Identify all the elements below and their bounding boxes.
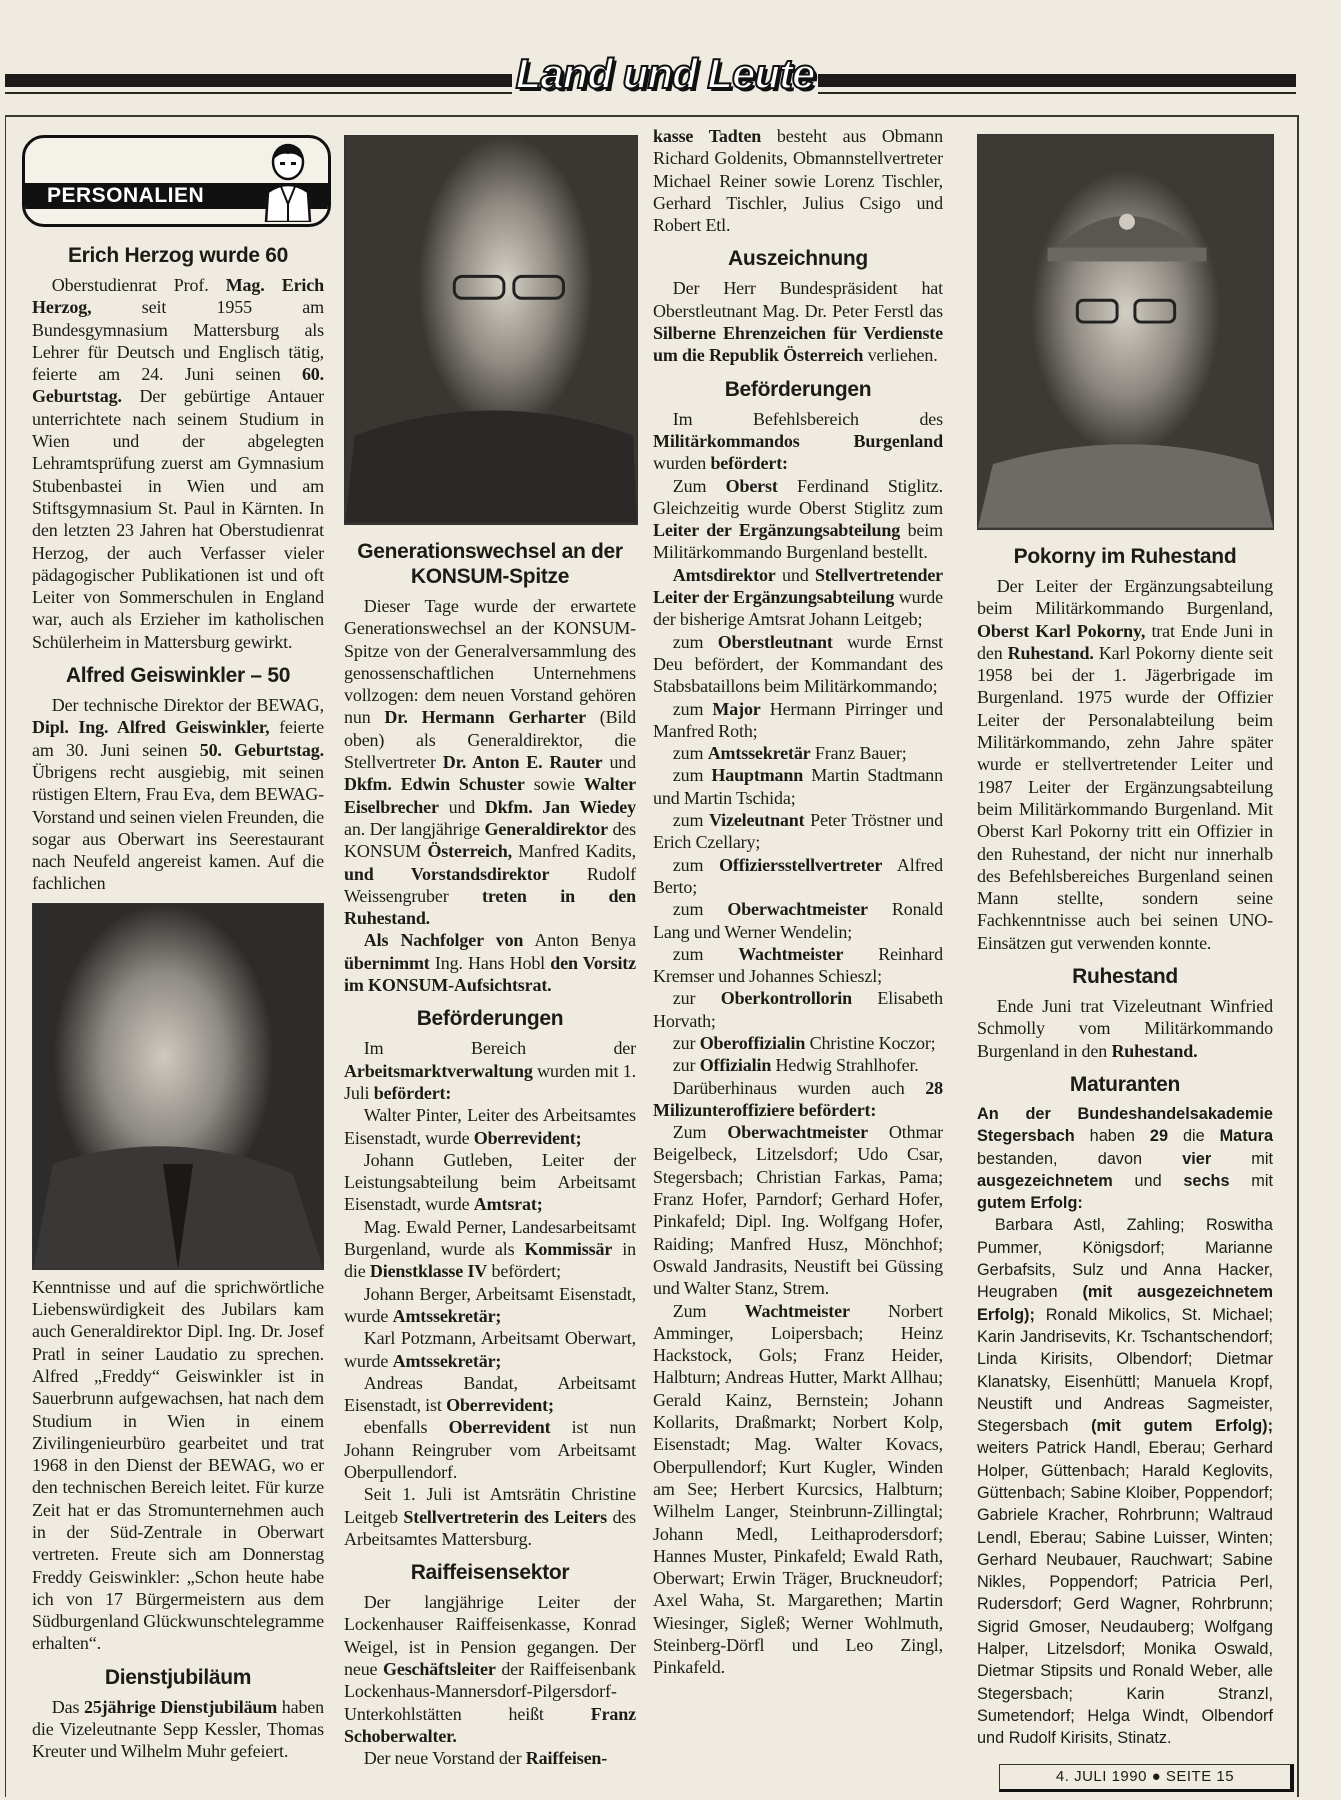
text: Karl Potzmann, Arbeitsamt Oberwart, wurde bbox=[344, 1328, 636, 1371]
text: und bbox=[602, 752, 636, 773]
column-1 bbox=[32, 135, 324, 1763]
text: Christine Koczor; bbox=[805, 1032, 936, 1053]
text: Karl Pokorny diente seit 1958 bei der 1. Jägerbrigade im Burgenland. 1975 wurde der Offizier Leiter der Personalabteilung beim Militärkommando, zehn Jahre später wurde er stellvertretender Leiter und 1987 Leiter der Ergänzungsabteilung beim Militärkommando Burgenland. Mit Oberst Karl Pokorny tritt ein Offizier in den Ruhestand, der nicht nur innerhalb des Befehlsbereiches Burgenland seinen Mann stellte, sondern seine Fachkenntnisse auch bei seinen UNO-Einsätzen gut verwenden konnte. bbox=[977, 642, 1274, 953]
text: und bbox=[438, 796, 485, 817]
article-heading: Raiffeisensektor bbox=[410, 1561, 570, 1585]
text: Übrigens recht ausgiebig, mit seinen rüstigen Eltern, Frau Eva, dem BEWAG-Vorstand und seinen vielen Freunden, die sogar aus Oberwart ins Seerestaurant nach Neufeld angereist kamen. Auf die fachlichen bbox=[32, 761, 324, 894]
bold-text: Oberrevident; bbox=[446, 1395, 554, 1416]
article-paragraph bbox=[653, 898, 943, 943]
bold-text: Militärkommandos Burgenland bbox=[653, 430, 943, 451]
bold-text: Silberne Ehrenzeichen für Verdienste um die Republik Österreich bbox=[653, 323, 943, 366]
article-paragraph bbox=[653, 1032, 943, 1054]
bold-text: Als Nachfolger von bbox=[363, 930, 524, 951]
bold-text: Franz Schoberwalter. bbox=[344, 1703, 636, 1746]
text: Reinhard Kremser und Johannes Schieszl; bbox=[653, 943, 943, 987]
text: Othmar Beigelbeck, Litzelsdorf; Udo Csar, Stegersbach; Christian Farkas, Pama; Franz Hofer, Parndorf; Gerhard Hofer, Pinkafeld; Dipl. Ing. Wolfgang Hofer, Raiding; Manfred Husz, Mönchhof; Oswald Jandrasits, Neustift bei Güssing und Walter Stanz, Strem. bbox=[653, 1122, 943, 1299]
text: Andreas Bandat, Arbeitsamt Eisenstadt, ist bbox=[344, 1372, 636, 1416]
page-number: SEITE 15 bbox=[1165, 1767, 1235, 1785]
text: Seit 1. Juli ist Amtsrätin Christine Leitgeb bbox=[344, 1484, 636, 1527]
text: Franz Bauer; bbox=[810, 743, 907, 764]
article-paragraph bbox=[653, 698, 943, 743]
text: zur bbox=[672, 1032, 700, 1053]
article-paragraph bbox=[653, 854, 943, 899]
article-paragraph bbox=[653, 475, 943, 564]
text: Ing. Hans Hobl bbox=[429, 952, 551, 973]
text: zum bbox=[672, 631, 718, 652]
bold-text: Dienstklasse IV bbox=[369, 1261, 488, 1282]
text: Ronald Lang und Werner Wendelin; bbox=[653, 899, 943, 942]
text: Zum bbox=[672, 1300, 745, 1321]
text: und bbox=[775, 564, 815, 585]
bold-text: Dkfm. Jan Wiedey bbox=[484, 796, 636, 817]
bold-text: kasse Tadten bbox=[653, 126, 762, 146]
text: sowie bbox=[524, 774, 584, 795]
text: (Bild oben) als Generaldirektor, die Stellvertreter bbox=[344, 707, 637, 773]
column-3-wrap bbox=[653, 125, 943, 1679]
column-4-wrap bbox=[977, 134, 1273, 1792]
text: zum bbox=[672, 943, 739, 964]
article-paragraph bbox=[653, 408, 943, 475]
section-title: Land und Leute bbox=[515, 50, 815, 97]
bold-text: Wachtmeister bbox=[738, 943, 844, 964]
bold-text: Amtssekretär bbox=[707, 743, 811, 764]
article-heading: Erich Herzog wurde 60 bbox=[67, 244, 289, 267]
bold-text: Vizeleutnant bbox=[708, 810, 805, 831]
article-paragraph bbox=[344, 1327, 636, 1372]
bold-text: und Vorstandsdirektor bbox=[344, 863, 550, 884]
bold-text: Oberwachtmeister bbox=[727, 899, 868, 920]
bold-text: Raiffeisen- bbox=[525, 1748, 608, 1769]
bold-text: 50. Geburtstag. bbox=[199, 739, 324, 760]
article-paragraph bbox=[32, 274, 324, 653]
text: verliehen. bbox=[863, 345, 938, 366]
bold-text: (mit ausgezeichnetem Erfolg); bbox=[977, 1283, 1273, 1324]
text: Rudolf Weissengruber bbox=[344, 863, 636, 906]
bold-text: Oberoffizialin bbox=[699, 1032, 806, 1053]
bold-text: Mag. Erich Herzog, bbox=[32, 275, 324, 318]
article-paragraph bbox=[977, 995, 1273, 1062]
bold-text: Dr. Anton E. Rauter bbox=[442, 752, 603, 773]
text: Peter Tröstner und Erich Czellary; bbox=[653, 810, 943, 853]
article-paragraph bbox=[977, 1214, 1273, 1749]
text: in die bbox=[344, 1239, 636, 1282]
bold-text: Dr. Hermann Gerharter bbox=[384, 707, 586, 728]
text: Walter Pinter, Leiter des Arbeitsamtes Eisenstadt, wurde bbox=[344, 1105, 636, 1148]
bold-text: 60. Geburtstag. bbox=[32, 364, 324, 407]
text: zum bbox=[672, 854, 720, 875]
bold-text: Generaldirektor bbox=[484, 818, 608, 839]
bold-text: 28 Milizunteroffiziere befördert: bbox=[653, 1077, 943, 1120]
text: zum bbox=[672, 765, 712, 786]
text: die bbox=[1168, 1127, 1220, 1146]
bold-text: Oberwachtmeister bbox=[727, 1122, 868, 1143]
article-paragraph bbox=[32, 694, 324, 895]
bold-text: gutem Erfolg: bbox=[977, 1194, 1083, 1213]
article-paragraph bbox=[32, 1276, 324, 1655]
article-paragraph bbox=[32, 1696, 324, 1763]
text: des KONSUM bbox=[344, 818, 636, 862]
article-paragraph bbox=[344, 1747, 636, 1769]
article-heading: Beförderungen bbox=[416, 1007, 564, 1031]
article-paragraph bbox=[653, 564, 943, 631]
text: zur bbox=[672, 988, 721, 1009]
text: Zum bbox=[672, 475, 726, 496]
page-footer bbox=[999, 1764, 1294, 1792]
bold-text: Hauptmann bbox=[711, 765, 804, 786]
text: Mag. Ewald Perner, Landesarbeitsamt Burgenland, wurde als bbox=[344, 1216, 636, 1260]
article-paragraph bbox=[344, 595, 636, 929]
header-rule-right bbox=[818, 74, 1296, 87]
text: bestanden, davon bbox=[977, 1149, 1183, 1168]
text: Oberstudienrat Prof. bbox=[51, 275, 226, 295]
bold-text: Wachtmeister bbox=[744, 1300, 850, 1321]
bold-text: Amtssekretär; bbox=[392, 1305, 502, 1326]
header-rule-left bbox=[5, 74, 512, 87]
article-heading: Ruhestand bbox=[1072, 965, 1178, 989]
text: Norbert Amminger, Loipersbach; Heinz Hackstock, Gols; Franz Heider, Halbturn; Andreas Hutter, Markt Allhau; Gerald Kainz, Bernstein; Johann Kollarits, Draßmarkt; Norbert Kolp, Eisenstadt; Mag. Walter Kovacs, Oberpullendorf; Kurt Kugler, Winden am See; Herbert Kurcsics, Halbturn; Wilhelm Langer, Steinbrunn-Zillingtal; Johann Medl, Leithaprodersdorf; Hannes Muster, Pinkafeld; Ewald Rath, Oberwart; Erwin Träger, Bruckneudorf; Axel Waha, St. Margarethen; Martin Wiesinger, Sigleß; Werner Wohlmuth, Steinberg-Dörfl und Leo Zingl, Pinkafeld. bbox=[653, 1300, 943, 1678]
text: wurden bbox=[653, 453, 711, 474]
article-paragraph bbox=[653, 987, 943, 1032]
text: an. Der langjährige bbox=[344, 818, 485, 839]
bold-text: Oberrevident; bbox=[473, 1127, 582, 1148]
header-rule-left-thin bbox=[5, 92, 512, 94]
text: Der langjährige Leiter der Lockenhauser Raiffeisenkasse, Konrad Weigel, ist in Pension gegangen. Der neue bbox=[344, 1592, 636, 1680]
photo-karl-pokorny bbox=[977, 134, 1274, 530]
article-paragraph bbox=[653, 1077, 943, 1122]
bold-text: Kommissär bbox=[524, 1239, 613, 1260]
bold-text: Offizialin bbox=[699, 1055, 772, 1076]
text: Zum bbox=[672, 1122, 728, 1143]
text: Der Herr Bundespräsident hat Oberstleutnant Mag. Dr. Peter Ferstl das bbox=[653, 278, 943, 321]
text: Hedwig Strahlhofer. bbox=[771, 1055, 919, 1076]
personalien-logo bbox=[22, 135, 331, 227]
article-paragraph bbox=[344, 1216, 636, 1283]
text: weiters Patrick Handl, Eberau; Gerhard Holper, Güttenbach; Harald Keglovits, Güttenbach; Sabine Kloiber, Poppendorf; Gabriele Kracher, Rohrbrunn; Waltraud Lendl, Eberau; Sabine Luisser, Winten; Gerhard Neubauer, Rauchwart; Sabine Nikles, Poppendorf; Patricia Perl, Rudersdorf; Gerd Wagner, Rohrbrunn; Sigrid Gmoser, Neudauberg; Wolfgang Halper, Litzelsdorf; Monika Oswald, Dietmar Stipsits und Ronald Weber, alle Stegersbach; Karin Stranzl, Sumetendorf; Helga Windt, Olbendorf und Rudolf Kirisits, Stinatz. bbox=[977, 1439, 1273, 1748]
article-paragraph bbox=[344, 929, 636, 996]
bold-text: Amtssekretär; bbox=[392, 1350, 502, 1371]
text: haben bbox=[1074, 1127, 1150, 1146]
text: mit bbox=[1211, 1149, 1273, 1168]
text: zum bbox=[672, 899, 728, 920]
article-paragraph bbox=[653, 742, 943, 764]
bold-text: Österreich, bbox=[427, 841, 512, 862]
bold-text: ausgezeichnetem bbox=[977, 1171, 1113, 1190]
text: Alfred Berto; bbox=[653, 854, 944, 897]
article-paragraph bbox=[653, 631, 943, 698]
text: der Raiffeisenbank Lockenhaus-Mannersdorf-Pilgersdorf-Unterkohlstätten heißt bbox=[344, 1659, 636, 1724]
bold-text: Dipl. Ing. Alfred Geiswinkler, bbox=[32, 717, 270, 738]
bold-text: Oberst Karl Pokorny, bbox=[977, 620, 1146, 641]
column-2-wrap bbox=[344, 135, 636, 1770]
text: Manfred Kadits, bbox=[511, 841, 636, 862]
text: Der gebürtige Antauer unterrichtete nach seinem Studium in Wien und der abgelegten Lehramtsprüfung zuerst am Gymnasium Stubenbastei in Wien und am Stiftsgymnasium St. Paul in Kärnten. In den letzten 23 Jahren hat Oberstudienrat Herzog, der auch Verfasser vieler pädagogischer Publikationen ist und oft Leiter von Sommerschulen in England war, auch als Erzieher im katholischen Schülerheim in Mattersburg gewirkt. bbox=[32, 386, 324, 652]
text: Barbara Astl, Zahling; Roswitha Pummer, Königsdorf; Marianne Gerbafsits, Sulz und Anna Hacker, Heugraben bbox=[977, 1216, 1273, 1302]
text: haben die Vizeleutnante Sepp Kessler, Thomas Kreuter und Wilhelm Muhr gefeiert. bbox=[32, 1696, 324, 1762]
text: besteht aus Obmann Richard Goldenits, Obmannstellvertreter Michael Reiner sowie Lorenz Tischler, Gerhard Tischler, Julius Csigo und Robert Etl. bbox=[653, 126, 943, 236]
article-paragraph bbox=[977, 575, 1273, 954]
text: ist nun Johann Reingruber vom Arbeitsamt Oberpullendorf. bbox=[344, 1417, 636, 1482]
bold-text: An der Bundeshandelsakademie Stegersbach bbox=[977, 1104, 1273, 1146]
text: trat Ende Juni in den bbox=[977, 620, 1273, 663]
bold-text: Matura bbox=[1219, 1127, 1274, 1146]
header-rule-right-thin bbox=[818, 92, 1296, 94]
article-paragraph bbox=[344, 1372, 636, 1417]
text: wurde Ernst Deu befördert, der Kommandant des Stabsbataillons beim Militärkommando; bbox=[653, 631, 943, 697]
bold-text: vier bbox=[1182, 1149, 1212, 1168]
text: Im Befehlsbereich des bbox=[672, 408, 943, 429]
text: Ferdinand Stiglitz. Gleichzeitig wurde Oberst Stiglitz zum bbox=[653, 475, 943, 518]
photo-alfred-geiswinkler bbox=[32, 903, 324, 1270]
text: Darüberhinaus wurden auch bbox=[672, 1077, 926, 1098]
column-1-bottom bbox=[32, 1276, 324, 1763]
article-heading: Pokorny im Ruhestand bbox=[1013, 545, 1237, 568]
bold-text: Walter Eiselbrecher bbox=[344, 774, 636, 817]
article-paragraph bbox=[653, 1054, 943, 1076]
text: seit 1955 am Bundesgymnasium Mattersburg als Lehrer für Deutsch und Englisch tätig, feierte am 24. Juni seinen bbox=[32, 297, 324, 385]
bold-text: Oberkontrollorin bbox=[720, 988, 852, 1009]
column-1-top bbox=[32, 233, 324, 895]
text: Ronald Mikolics, St. Michael; Karin Jandrisevits, Kr. Tschantschendorf; Linda Kirisits, Olbendorf; Dietmar Klanatsky, Eisenhüttl; Manuela Kropf, Neustift und Andreas Sagmeister, Stegersbach bbox=[977, 1305, 1273, 1436]
bold-text: Stellvertretender Leiter der Ergänzungsabteilung bbox=[653, 564, 943, 608]
article-paragraph bbox=[653, 125, 943, 236]
text: wurden mit 1. Juli bbox=[344, 1060, 636, 1103]
column-4 bbox=[977, 534, 1273, 1103]
bold-text: Leiter der Ergänzungsabteilung bbox=[653, 520, 901, 541]
photo-hermann-gerharter bbox=[344, 135, 638, 525]
bold-text: Dkfm. Edwin Schuster bbox=[344, 774, 525, 795]
text: Ende Juni trat Vizeleutnant Winfried Schmolly vom Militärkommando Burgenland in den bbox=[977, 996, 1273, 1061]
text: wurde der bisherige Amtsrat Johann Leitgeb; bbox=[653, 587, 943, 630]
text: Dieser Tage wurde der erwartete Generationswechsel an der KONSUM-Spitze von der Generalversammlung des genossenschaftlichen Unternehmens vollzogen: dem neuen Vorstand gehören nun bbox=[344, 596, 636, 728]
article-paragraph bbox=[653, 277, 943, 366]
text: Martin Stadtmann und Martin Tschida; bbox=[653, 765, 944, 808]
text: befördert; bbox=[487, 1261, 561, 1282]
article-heading: Dienstjubiläum bbox=[104, 1665, 252, 1689]
bold-text: Oberst bbox=[725, 475, 778, 496]
text: Anton Benya bbox=[523, 930, 636, 951]
article-paragraph bbox=[344, 1104, 636, 1149]
text: Elisabeth Horvath; bbox=[653, 988, 944, 1031]
bold-text: Ruhestand. bbox=[1007, 642, 1094, 663]
column-2 bbox=[344, 529, 636, 1770]
article-heading: Generationswechsel an der KONSUM-Spitze bbox=[357, 540, 623, 588]
article-heading: Maturanten bbox=[1069, 1072, 1181, 1096]
article-paragraph bbox=[653, 1300, 943, 1679]
bold-text: befördert: bbox=[710, 453, 788, 474]
text: Johann Berger, Arbeitsamt Eisenstadt, wurde bbox=[344, 1283, 636, 1326]
text: des Arbeitsamtes Mattersburg. bbox=[344, 1506, 636, 1549]
article-paragraph bbox=[344, 1416, 636, 1483]
bold-text: Amtsrat; bbox=[473, 1194, 543, 1215]
bold-text: 25jährige Dienstjubiläum bbox=[83, 1696, 278, 1717]
text: beim Militärkommando Burgenland bestellt. bbox=[653, 520, 943, 563]
article-paragraph bbox=[344, 1149, 636, 1216]
article-heading: Auszeichnung bbox=[728, 247, 868, 271]
article-heading: Alfred Geiswinkler – 50 bbox=[65, 664, 291, 688]
article-paragraph bbox=[653, 943, 943, 988]
bold-text: befördert: bbox=[373, 1082, 452, 1103]
bold-text: Major bbox=[712, 698, 761, 719]
text: feierte am 30. Juni seinen bbox=[32, 717, 324, 760]
bold-text: Oberstleutnant bbox=[717, 631, 833, 652]
bold-text: sechs bbox=[1183, 1171, 1230, 1190]
bold-text: Geschäftsleiter bbox=[383, 1659, 496, 1680]
text: Johann Gutleben, Leiter der Leistungsabteilung beim Arbeitsamt Eisenstadt, wurde bbox=[344, 1149, 636, 1215]
column-4-maturanten bbox=[977, 1103, 1273, 1750]
bold-text: 29 bbox=[1149, 1127, 1169, 1146]
text: Das bbox=[51, 1696, 84, 1717]
bold-text: den Vorsitz im KONSUM-Aufsichtsrat. bbox=[344, 952, 636, 996]
article-paragraph bbox=[653, 809, 943, 854]
logo-label: PERSONALIEN bbox=[47, 184, 205, 207]
text: zur bbox=[672, 1055, 700, 1076]
text: mit bbox=[1229, 1171, 1273, 1190]
article-heading: Beförderungen bbox=[724, 377, 872, 401]
bold-text: Ruhestand. bbox=[1111, 1040, 1198, 1061]
bold-text: (mit gutem Erfolg); bbox=[1091, 1417, 1273, 1436]
article-paragraph bbox=[344, 1591, 636, 1747]
text: und bbox=[1112, 1171, 1184, 1190]
text: Der technische Direktor der BEWAG, bbox=[51, 695, 324, 716]
bold-text: Offiziersstellvertreter bbox=[719, 854, 883, 875]
text: ebenfalls bbox=[363, 1417, 449, 1438]
text: Hermann Pirringer und Manfred Roth; bbox=[653, 698, 943, 741]
issue-date: 4. JULI 1990 bbox=[1055, 1767, 1147, 1785]
bold-text: Arbeitsmarktverwaltung bbox=[344, 1060, 533, 1081]
person-icon bbox=[260, 142, 320, 222]
bold-text: Oberrevident bbox=[448, 1417, 551, 1438]
text: Kenntnisse und auf die sprichwörtliche Liebenswürdigkeit des Jubilars kam auch Generaldirektor Dipl. Ing. Dr. Josef Pratl in seiner Laudatio zu sprechen. Alfred „Freddy“ Geiswinkler ist in Sauerbrunn aufgewachsen, hat nach dem Studium in Wien in einem Zivilingenieurbüro gearbeitet und trat 1968 in den Dienst der BEWAG, wo er den technischen Bereich leitet. Für kurze Zeit hat er das Stromunternehmen auch in der Süd-Zentrale in Oberwart vertreten. Freute sich am Donnerstag Freddy Geiswinkler: „Schon heute habe ich von 17 Bürgermeistern aus dem Südburgenland Glückwunschtelegramme erhalten“. bbox=[32, 1276, 324, 1654]
article-paragraph bbox=[344, 1283, 636, 1328]
text: zum bbox=[672, 698, 713, 719]
text: Im Bereich der bbox=[363, 1038, 636, 1059]
bold-text: Amtsdirektor bbox=[672, 564, 776, 585]
article-paragraph bbox=[977, 1103, 1273, 1214]
article-paragraph bbox=[653, 1121, 943, 1299]
column-3 bbox=[653, 125, 943, 1679]
bold-text: Stellvertreterin des Leiters bbox=[403, 1506, 607, 1527]
bullet-icon: ● bbox=[1151, 1767, 1166, 1785]
bold-text: übernimmt bbox=[344, 952, 430, 973]
text: zum bbox=[672, 743, 708, 764]
article-paragraph bbox=[344, 1037, 636, 1104]
bold-text: treten in den Ruhestand. bbox=[344, 885, 637, 929]
article-paragraph bbox=[344, 1483, 636, 1550]
text: Der neue Vorstand der bbox=[363, 1748, 526, 1769]
article-paragraph bbox=[653, 764, 943, 809]
text: zum bbox=[672, 810, 709, 831]
text: Der Leiter der Ergänzungsabteilung beim Militärkommando Burgenland, bbox=[977, 576, 1273, 619]
